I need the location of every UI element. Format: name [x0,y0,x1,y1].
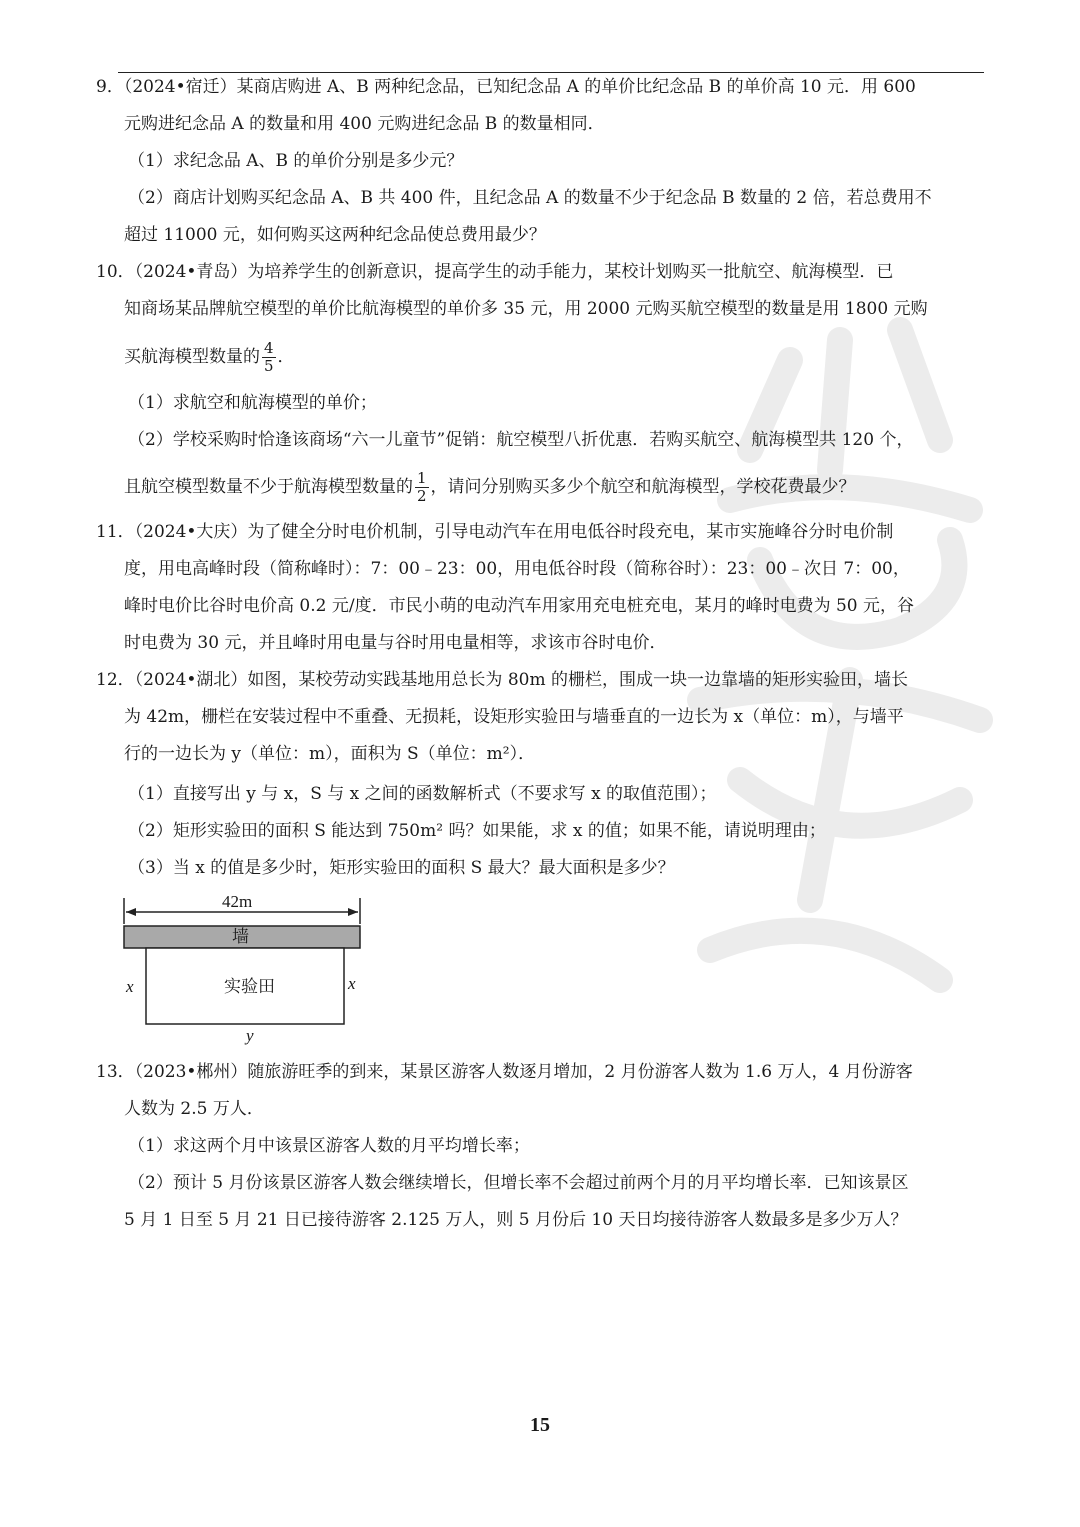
q13-part-1: （1）求这两个月中该景区游客人数的月平均增长率； [128,1136,530,1156]
field-label: 实验田 [224,977,275,997]
q13-line-2: 人数为 2.5 万人． [124,1099,264,1119]
q11-line-3: 峰时电价比谷时电价高 0.2 元/度．市民小萌的电动汽车用家用充电桩充电，某月的峰时电费为 50 元，谷 [124,596,915,616]
q10-line-3-end: ． [277,347,295,367]
q10-part-2-text: 且航空模型数量不少于航海模型数量的 [124,477,413,497]
fraction-denominator: 5 [264,357,274,375]
bottom-side-label: y [246,1026,254,1045]
fraction-numerator: 1 [417,469,427,487]
wall-label: 墙 [232,927,249,947]
q13-part-2-line-2: 5 月 1 日至 5 月 21 日已接待游客 2.125 万人，则 5 月份后 10 天日均接待游客人数最多是多少万人？ [124,1210,908,1230]
q13-line-1: 13．（2023•郴州）随旅游旺季的到来，某景区游客人数逐月增加，2 月份游客人数为 1.6 万人，4 月份游客 [96,1062,913,1082]
header-rule [118,72,984,73]
q9-line-2: 元购进纪念品 A 的数量和用 400 元购进纪念品 B 的数量相同． [124,114,605,134]
q10-line-3 [124,340,1014,375]
right-side-label: x [348,974,356,993]
q10-line-2: 知商场某品牌航空模型的单价比航海模型的单价多 35 元，用 2000 元购买航空模型的数量是用 1800 元购 [124,299,928,319]
q10-part-1: （1）求航空和航海模型的单价； [128,393,377,413]
q12-part-1: （1）直接写出 y 与 x，S 与 x 之间的函数解析式（不要求写 x 的取值范围）； [128,784,717,804]
q13-part-2-line-1: （2）预计 5 月份该景区游客人数会继续增长，但增长率不会超过前两个月的月平均增长率．已知该景区 [128,1173,909,1193]
q10-part-2-line-1: （2）学校采购时恰逢该商场“六一儿童节”促销：航空模型八折优惠．若购买航空、航海模型共 120 个， [128,430,914,450]
left-side-label: x [126,977,134,996]
fraction-four-fifths [262,340,276,375]
q10-part-2-end: ，请问分别购买多少个航空和航海模型，学校花费最少？ [430,477,856,497]
q11-line-1: 11．（2024•大庆）为了健全分时电价机制，引导电动汽车在用电低谷时段充电，某市实施峰谷分时电价制 [96,522,894,542]
q12-line-1: 12．（2024•湖北）如图，某校劳动实践基地用总长为 80m 的栅栏，围成一块一边靠墙的矩形实验田，墙长 [96,670,908,690]
fraction-denominator: 2 [417,487,427,505]
page-number: 15 [530,1414,550,1436]
q10-line-3-text: 买航海模型数量的 [124,347,260,367]
q9-part-2-line-1: （2）商店计划购买纪念品 A、B 共 400 件，且纪念品 A 的数量不少于纪念品 B 数量的 2 倍，若总费用不 [128,188,932,208]
wall-length-label: 42m [222,892,253,911]
q12-part-2: （2）矩形实验田的面积 S 能达到 750m² 吗？如果能，求 x 的值；如果不能，请说明理由； [128,821,826,841]
q10-line-1: 10．（2024•青岛）为培养学生的创新意识，提高学生的动手能力，某校计划购买一批航空、航海模型．已 [96,262,894,282]
arrowhead-left-icon [126,908,136,916]
field-diagram-svg [118,888,378,1048]
fraction-one-half [415,470,429,505]
q12-line-2: 为 42m，栅栏在安装过程中不重叠、无损耗，设矩形实验田与墙垂直的一边长为 x（单位：m），与墙平 [124,707,904,727]
q10-part-2-line-2 [124,470,1014,505]
q11-line-2: 度，用电高峰时段（简称峰时）：7：00﹣23：00，用电低谷时段（简称谷时）：23：00﹣次日 7：00， [124,559,910,579]
q9-part-2-line-2: 超过 11000 元，如何购买这两种纪念品使总费用最少？ [124,225,546,245]
q12-line-3: 行的一边长为 y（单位：m），面积为 S（单位：m²）． [124,744,536,764]
field-diagram [118,888,378,1048]
q9-line-1: 9．（2024•宿迁）某商店购进 A、B 两种纪念品，已知纪念品 A 的单价比纪念品 B 的单价高 10 元．用 600 [96,77,916,97]
q12-part-3: （3）当 x 的值是多少时，矩形实验田的面积 S 最大？最大面积是多少？ [128,858,675,878]
arrowhead-right-icon [348,908,358,916]
fraction-numerator: 4 [264,339,274,357]
q9-part-1: （1）求纪念品 A、B 的单价分别是多少元？ [128,151,464,171]
q11-line-4: 时电费为 30 元，并且峰时用电量与谷时用电量相等，求该市谷时电价． [124,633,667,653]
